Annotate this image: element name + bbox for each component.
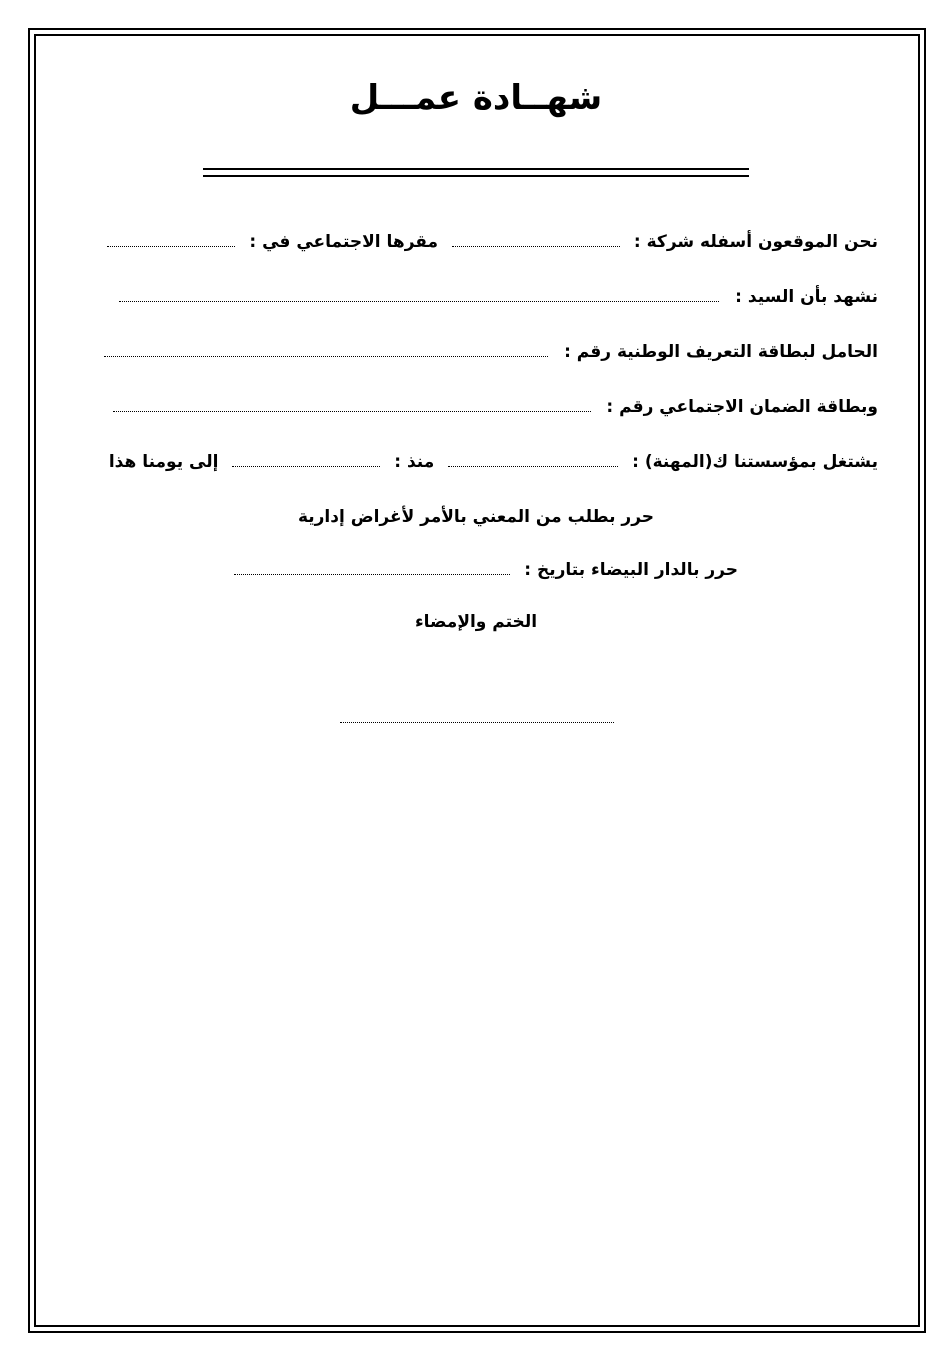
purpose-statement: حرر بطلب من المعني بالأمر لأغراض إدارية xyxy=(297,507,655,527)
headquarters-label: مقرها الاجتماعي في : xyxy=(249,232,439,252)
employee-name-blank[interactable] xyxy=(119,287,719,302)
headquarters-blank[interactable] xyxy=(107,232,235,247)
issue-date-blank[interactable] xyxy=(234,560,510,575)
company-label: نحن الموقعون أسفله شركة : xyxy=(633,232,878,252)
until-today-label: إلى يومنا هذا xyxy=(108,452,219,472)
occupation-label: يشتغل بمؤسستنا ك(المهنة) : xyxy=(632,452,878,472)
social-security-blank[interactable] xyxy=(113,397,591,412)
national-id-line xyxy=(104,340,878,364)
company-name-blank[interactable] xyxy=(452,232,620,247)
signature-label: الختم والإمضاء xyxy=(414,612,538,632)
since-label: منذ : xyxy=(394,452,435,472)
national-id-label: الحامل لبطاقة التعريف الوطنية رقم : xyxy=(564,342,878,362)
social-security-label: وبطاقة الضمان الاجتماعي رقم : xyxy=(606,397,878,417)
since-date-blank[interactable] xyxy=(232,452,380,467)
title-underline-top xyxy=(203,168,749,170)
occupation-blank[interactable] xyxy=(448,452,618,467)
employee-name-label: نشهد بأن السيد : xyxy=(735,287,878,307)
social-security-line xyxy=(113,395,879,419)
company-line xyxy=(107,230,878,254)
occupation-line xyxy=(109,450,878,474)
title-underline-bottom xyxy=(203,175,749,177)
national-id-blank[interactable] xyxy=(104,342,548,357)
signature-blank[interactable] xyxy=(340,722,614,723)
employee-name-line xyxy=(119,285,878,309)
document-title: شهــادة عمـــل xyxy=(349,78,603,118)
issue-date-line xyxy=(234,558,738,582)
page-border-inner xyxy=(34,34,920,1327)
issue-date-label: حرر بالدار البيضاء بتاريخ : xyxy=(524,560,738,580)
